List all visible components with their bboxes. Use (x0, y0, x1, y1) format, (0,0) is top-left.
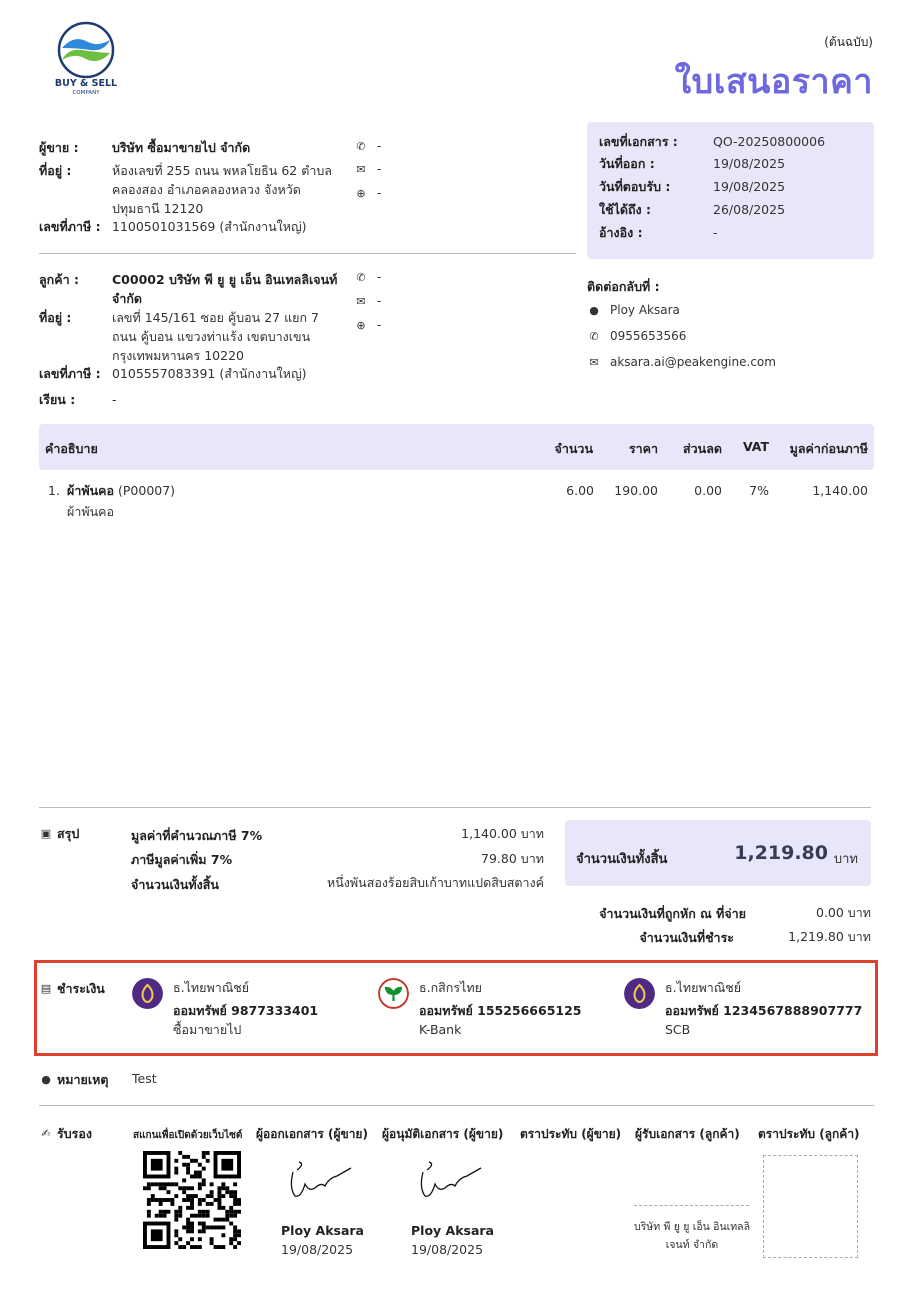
customer-email: - (377, 294, 382, 308)
reply-date: 19/08/2025 (713, 179, 786, 194)
receiver-signature-line (634, 1205, 749, 1206)
bank-account-holder: ซื้อมาขายไป (173, 1022, 242, 1037)
customer-tax-id: 0105557083391 (สำนักงานใหญ่) (112, 366, 307, 381)
contact-label: ติดต่อกลับที่ : (587, 279, 660, 294)
col-quantity: จำนวน (554, 441, 593, 456)
customer-stamp-label: ตราประทับ (ลูกค้า) (758, 1127, 860, 1141)
bank-account-no: ออมทรัพย์ 9877333401 (173, 1003, 319, 1018)
contact-name: Ploy Aksara (610, 303, 680, 317)
customer-stamp-box (763, 1155, 858, 1258)
approver-date: 19/08/2025 (411, 1242, 484, 1257)
user-icon: ● (589, 303, 599, 317)
email-icon: ✉ (356, 294, 366, 308)
seller-name: บริษัท ซื้อมาขายไป จำกัด (112, 140, 251, 155)
logo-text: BUY & SELL (54, 78, 118, 89)
seller-tax-id: 1100501031569 (สำนักงานใหญ่) (112, 219, 307, 234)
seller-phone: - (377, 139, 382, 153)
items-table-header (39, 424, 874, 470)
phone-icon: ✆ (356, 139, 366, 153)
item-quantity: 6.00 (566, 483, 594, 498)
withheld-label: จำนวนเงินที่ถูกหัก ณ ที่จ่าย (599, 906, 746, 921)
vat-amount: 79.80 บาท (481, 851, 544, 866)
globe-icon: ⊕ (356, 318, 366, 332)
grand-total-unit: บาท (833, 852, 858, 867)
note-text: Test (132, 1071, 157, 1086)
approver-label: ผู้อนุมัติเอกสาร (ผู้ขาย) (382, 1127, 504, 1141)
item-discount: 0.00 (694, 483, 722, 498)
approver-signature (415, 1158, 485, 1204)
money-icon: ▤ (40, 982, 52, 995)
item-name: ผ้าพันคอ (67, 483, 114, 498)
withheld-amount: 0.00 บาท (816, 905, 871, 920)
payable-label: จำนวนเงินที่ชำระ (639, 930, 734, 945)
customer-website: - (377, 318, 382, 332)
bank-name: ธ.กสิกรไทย (419, 980, 482, 995)
issue-date-label: วันที่ออก : (599, 156, 655, 171)
summary-label: สรุป (57, 826, 80, 841)
col-amount: มูลค่าก่อนภาษี (789, 441, 868, 456)
item-amount: 1,140.00 (812, 483, 868, 498)
qr-code[interactable] (143, 1151, 241, 1249)
receiver-label: ผู้รับเอกสาร (ลูกค้า) (635, 1127, 740, 1141)
phone-icon: ✆ (356, 270, 366, 284)
scb-bank-icon (132, 978, 163, 1009)
scb-bank-icon (624, 978, 655, 1009)
issuer-signature (285, 1158, 355, 1204)
seller-address: ห้องเลขที่ 255 ถนน พหลโยธิน 62 ตำบล คลองสอง อำเภอคลองหลวง จังหวัด ปทุมธานี 12120 (112, 163, 332, 216)
bank-account-holder: K-Bank (419, 1022, 462, 1037)
note-label: หมายเหตุ (57, 1072, 109, 1087)
vat-label: ภาษีมูลค่าเพิ่ม 7% (131, 852, 233, 867)
summary-divider (39, 807, 871, 808)
issue-date: 19/08/2025 (713, 156, 786, 171)
issuer-date: 19/08/2025 (281, 1242, 354, 1257)
valid-until-label: ใช้ได้ถึง : (599, 202, 652, 217)
doc-no-label: เลขที่เอกสาร : (599, 134, 678, 149)
col-description: คำอธิบาย (45, 441, 98, 456)
doc-no: QO-20250800006 (713, 134, 826, 149)
scan-label: สแกนเพื่อเปิดด้วยเว็บไซต์ (133, 1130, 243, 1141)
seller-stamp-label: ตราประทับ (ผู้ขาย) (520, 1127, 622, 1141)
col-vat: VAT (742, 439, 769, 454)
attention-label: เรียน : (39, 392, 76, 407)
valid-until: 26/08/2025 (713, 202, 786, 217)
reference-label: อ้างอิง : (599, 225, 643, 240)
col-discount: ส่วนลด (683, 441, 722, 456)
grand-total-amount: 1,219.80 (734, 842, 828, 864)
seller-email: - (377, 162, 382, 176)
reply-date-label: วันที่ตอบรับ : (599, 179, 671, 194)
reference: - (713, 225, 718, 240)
bank-account-no: ออมทรัพย์ 155256665125 (419, 1003, 582, 1018)
receiver-company: บริษัท พี ยู ยู เอ็น อินเทลลิ เจนท์ จำกัด (634, 1221, 750, 1251)
customer-tax-label: เลขที่ภาษี : (39, 366, 101, 381)
signature-icon: ✍ (41, 1127, 51, 1140)
logo-subtext: COMPANY (72, 90, 100, 96)
email-icon: ✉ (589, 355, 599, 369)
document-meta-box (587, 122, 874, 259)
attention-value: - (112, 392, 117, 407)
customer-address: เลขที่ 145/161 ซอย คู้บอน 27 แยก 7 ถนน คู้บอน แขวงท่าแร้ง เขตบางเขน กรุงเทพมหานคร 10220 (112, 310, 319, 363)
bank-account-no: ออมทรัพย์ 1234567888907777 (665, 1003, 863, 1018)
payment-label: ชำระเงิน (57, 981, 105, 996)
signature-divider (39, 1105, 874, 1106)
grand-total-label: จำนวนเงินทั้งสิ้น (576, 852, 668, 867)
item-vat: 7% (749, 483, 769, 498)
phone-icon: ✆ (589, 329, 599, 343)
document-title: ใบเสนอราคา (674, 62, 873, 102)
seller-label: ผู้ขาย : (39, 140, 79, 155)
clipboard-icon: ▣ (40, 827, 52, 840)
item-price: 190.00 (614, 483, 658, 498)
globe-icon: ⊕ (356, 186, 366, 200)
customer-address-label: ที่อยู่ : (39, 310, 72, 325)
item-subtitle: ผ้าพันคอ (67, 504, 114, 519)
seller-website: - (377, 186, 382, 200)
total-in-words: หนึ่งพันสองร้อยสิบเก้าบาทแปดสิบสตางค์ (327, 875, 544, 890)
approver-name: Ploy Aksara (411, 1223, 494, 1238)
bank-name: ธ.ไทยพาณิชย์ (665, 980, 742, 995)
taxable-amount: 1,140.00 บาท (461, 826, 544, 841)
item-code: (P00007) (118, 483, 176, 498)
seller-divider (39, 253, 576, 254)
grand-total-box (565, 820, 871, 886)
seller-address-label: ที่อยู่ : (39, 163, 72, 178)
seller-tax-label: เลขที่ภาษี : (39, 219, 101, 234)
contact-phone: 0955653566 (610, 329, 687, 343)
email-icon: ✉ (356, 162, 366, 176)
certify-label: รับรอง (57, 1126, 92, 1141)
kbank-icon (378, 978, 409, 1009)
contact-email: aksara.ai@peakengine.com (610, 355, 776, 369)
customer-phone: - (377, 270, 382, 284)
customer-label: ลูกค้า : (39, 272, 79, 287)
bank-account-holder: SCB (665, 1022, 691, 1037)
customer-name: C00002 บริษัท พี ยู ยู เอ็น อินเทลลิเจนท์ จำกัด (112, 272, 338, 306)
row-number: 1. (48, 483, 60, 498)
issuer-label: ผู้ออกเอกสาร (ผู้ขาย) (256, 1127, 368, 1141)
payable-amount: 1,219.80 บาท (788, 929, 871, 944)
comment-icon: ● (41, 1073, 51, 1086)
col-price: ราคา (628, 441, 658, 456)
bank-name: ธ.ไทยพาณิชย์ (173, 980, 250, 995)
total-words-label: จำนวนเงินทั้งสิ้น (131, 877, 219, 892)
original-label: (ต้นฉบับ) (824, 35, 873, 49)
taxable-label: มูลค่าที่คำนวณภาษี 7% (131, 828, 263, 843)
issuer-name: Ploy Aksara (281, 1223, 364, 1238)
